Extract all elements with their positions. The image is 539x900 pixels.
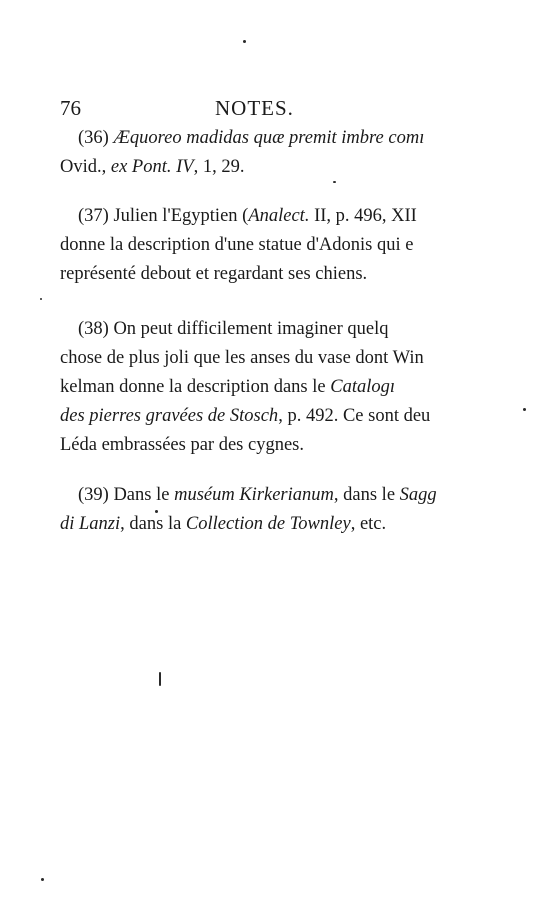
speck-mark	[40, 298, 42, 300]
text-run: Léda embrassées par des cygnes.	[60, 435, 304, 455]
text-run: (38) On peut difficilement imaginer quelq	[78, 319, 389, 339]
text-run: , dans la	[120, 514, 186, 534]
footnote-37	[60, 202, 539, 289]
speck-mark	[159, 672, 161, 686]
footnote-line	[60, 202, 539, 231]
notes-section	[60, 124, 539, 561]
text-run: (39) Dans le	[78, 485, 175, 505]
footnote-line	[60, 231, 539, 260]
italic-text: des pierres gravées de Stosch	[60, 406, 279, 426]
page-number: 76	[60, 96, 81, 120]
page-header	[60, 96, 539, 126]
italic-text: di Lanzi	[60, 514, 121, 534]
italic-text: Analect.	[248, 206, 310, 226]
footnote-line	[60, 124, 539, 153]
italic-text: Catalogı	[330, 377, 395, 397]
footnote-line	[60, 431, 539, 460]
italic-text: Sagg	[399, 485, 437, 505]
speck-mark	[41, 878, 44, 881]
italic-text: Collection de Townley	[185, 514, 351, 534]
speck-mark	[155, 510, 158, 513]
text-run: , etc.	[350, 514, 387, 534]
footnote-38	[60, 315, 539, 460]
italic-text: Æquoreo madidas quæ premit imbre comı	[113, 128, 425, 148]
footnote-line	[60, 402, 539, 431]
footnote-line	[60, 373, 539, 402]
text-run: II, p. 496, XII	[309, 206, 417, 226]
footnote-line	[60, 153, 539, 182]
running-title: NOTES.	[215, 96, 294, 120]
footnote-line	[60, 344, 539, 373]
italic-text: muséum Kirkerianum	[174, 485, 334, 505]
footnote-39	[60, 481, 539, 539]
text-run: , 1, 29.	[193, 157, 245, 177]
text-run: kelman donne la description dans le	[60, 377, 331, 397]
speck-mark	[333, 181, 336, 183]
footnote-line	[60, 510, 539, 539]
speck-mark	[523, 408, 526, 411]
footnote-line	[60, 315, 539, 344]
text-run: , dans le	[333, 485, 400, 505]
footnote-line	[60, 481, 539, 510]
text-run: (36)	[78, 128, 114, 148]
text-run: représenté debout et regardant ses chiens.	[60, 264, 368, 284]
text-run: chose de plus joli que les anses du vase dont Win	[60, 348, 424, 368]
text-run: Ovid.,	[60, 157, 111, 177]
italic-text: ex Pont. IV	[110, 157, 194, 177]
footnote-line	[60, 260, 539, 289]
text-run: donne la description d'une statue d'Adonis qui e	[60, 235, 414, 255]
text-run: (37) Julien l'Egyptien (	[78, 206, 249, 226]
speck-mark	[243, 40, 246, 43]
footnote-36	[60, 124, 539, 182]
text-run: , p. 492. Ce sont deu	[278, 406, 431, 426]
